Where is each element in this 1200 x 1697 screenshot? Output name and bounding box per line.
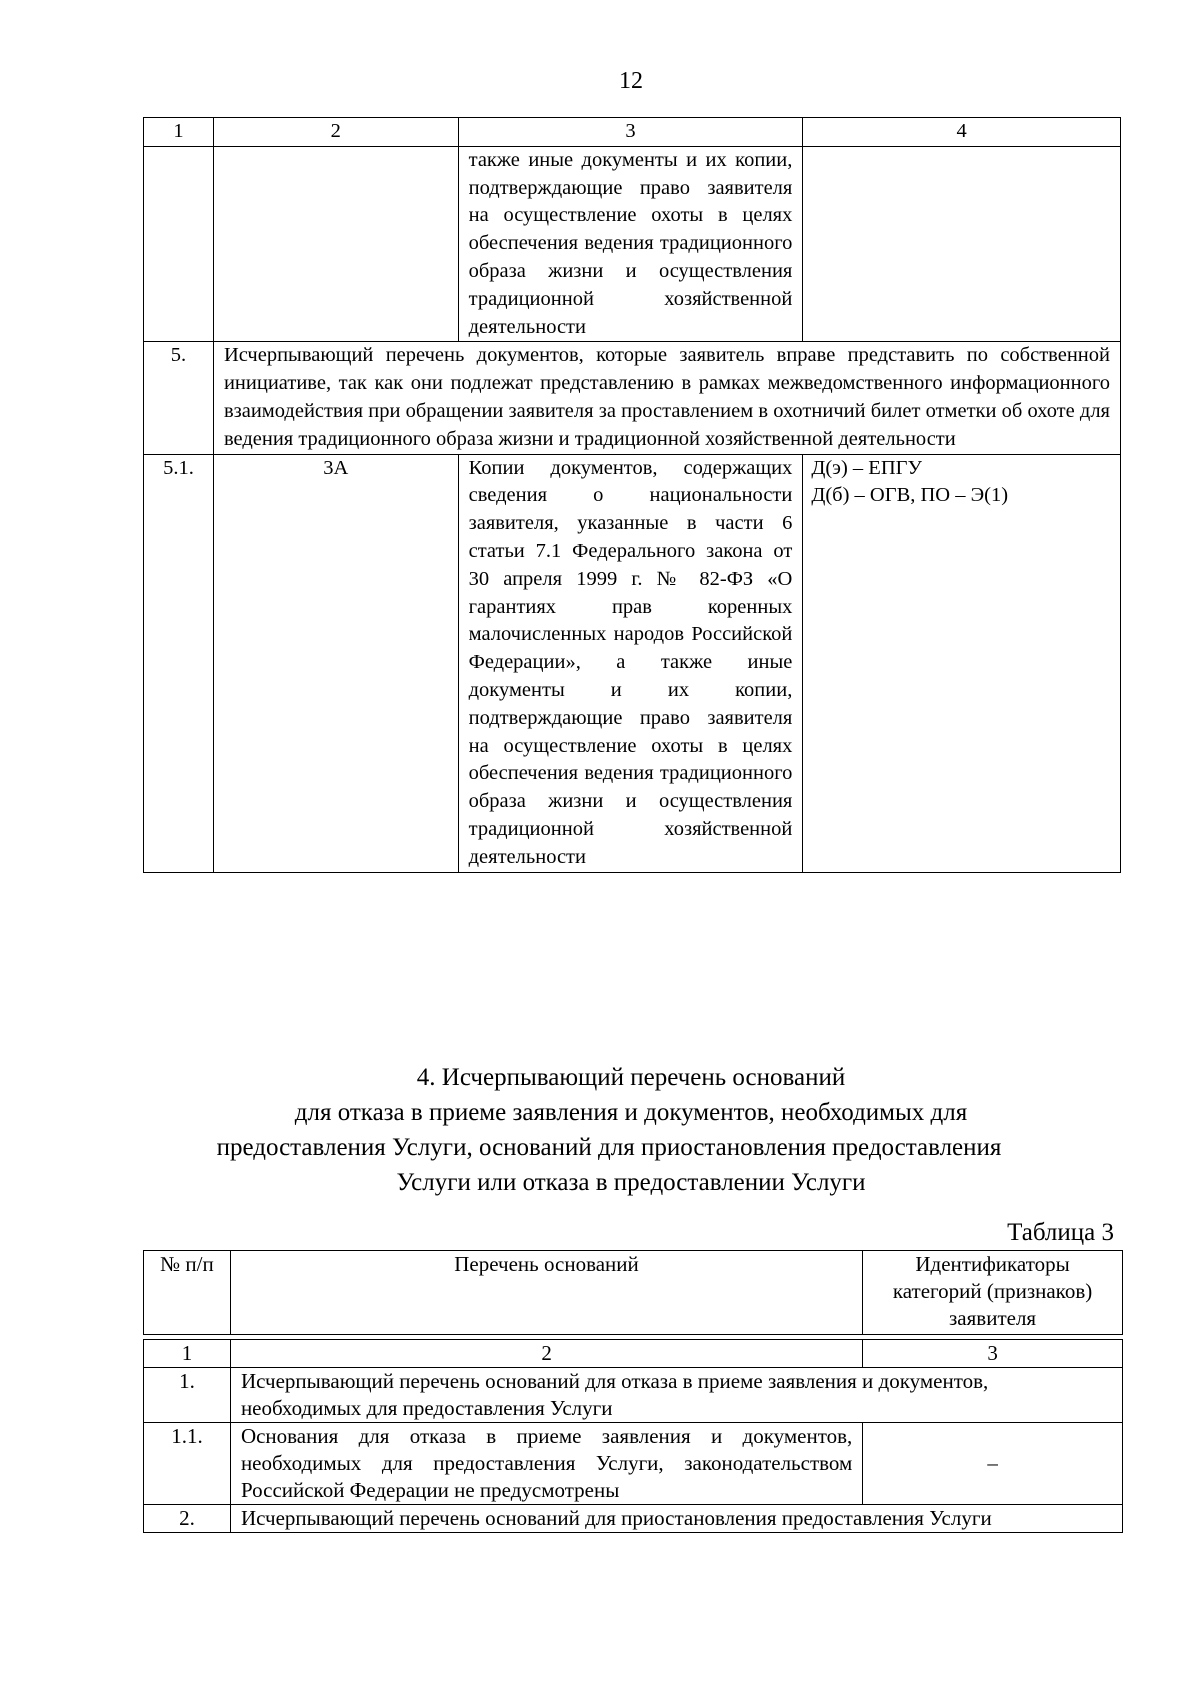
submission-method-cell bbox=[803, 454, 1121, 872]
table-numbering-row bbox=[144, 1340, 1123, 1368]
row-number-cell: 1. bbox=[144, 1368, 231, 1423]
table-section-row bbox=[144, 1505, 1123, 1533]
section-heading-line: для отказа в приеме заявления и документов, необходимых для bbox=[294, 1099, 968, 1126]
row-number-cell bbox=[144, 146, 214, 342]
table-row bbox=[144, 146, 1121, 342]
submission-method-line: Д(б) – ОГВ, ПО – Э(1) bbox=[811, 484, 1009, 507]
row-number-cell: 5.1. bbox=[144, 454, 214, 872]
table-header-row bbox=[144, 118, 1121, 147]
identifier-cell: – bbox=[863, 1423, 1123, 1505]
section-heading-line: Услуги или отказа в предоставлении Услуги bbox=[396, 1169, 866, 1196]
row-number-cell: 5. bbox=[144, 342, 214, 454]
document-description-cell: также иные документы и их копии, подтверждающие право заявителя на осуществление охоты в целях обеспечения ведения традиционного образа жизни и осуществления традиционной хозяйственной деятельности bbox=[458, 146, 803, 342]
grounds-table-header bbox=[143, 1250, 1123, 1335]
header-cell-number: № п/п bbox=[144, 1251, 231, 1335]
numbering-cell-1: 1 bbox=[144, 1340, 231, 1368]
document-description-cell: Копии документов, содержащих сведения о национальности заявителя, указанные в части 6 статьи 7.1 Федерального закона от 30 апреля 1999 г. № 82-ФЗ «О гарантиях прав коренных малочисленных народов Российской Федерации», а также иные документы и их копии, подтверждающие право заявителя на осуществление охоты в целях обеспечения ведения традиционного образа жизни и осуществления традиционной хозяйственной деятельности bbox=[458, 454, 803, 872]
submission-method-cell bbox=[803, 146, 1121, 342]
numbering-cell-2: 2 bbox=[230, 1340, 862, 1368]
submission-method-line: Д(э) – ЕПГУ bbox=[811, 456, 922, 479]
table-section-row bbox=[144, 1368, 1123, 1423]
header-cell-grounds: Перечень оснований bbox=[230, 1251, 862, 1335]
row-number-cell: 2. bbox=[144, 1505, 231, 1533]
section-heading-line: 4. Исчерпывающий перечень оснований bbox=[416, 1064, 846, 1091]
table-header-row bbox=[144, 1251, 1123, 1335]
grounds-text-cell: Основания для отказа в приеме заявления и документов, необходимых для предоставления Услуги, законодательством Российской Федерации не предусмотрены bbox=[230, 1423, 862, 1505]
page-number: 12 bbox=[619, 68, 643, 94]
applicant-category-cell bbox=[213, 146, 458, 342]
table-row bbox=[144, 1423, 1123, 1505]
section-heading-cell: Исчерпывающий перечень оснований для отказа в приеме заявления и документов, необходимых для предоставления Услуги bbox=[230, 1368, 1122, 1423]
header-cell-1: 1 bbox=[144, 118, 214, 147]
numbering-cell-3: 3 bbox=[863, 1340, 1123, 1368]
row-number-cell: 1.1. bbox=[144, 1423, 231, 1505]
table-section-row bbox=[144, 342, 1121, 454]
section-heading-cell: Исчерпывающий перечень документов, которые заявитель вправе представить по собственной инициативе, так как они подлежат представлению в рамках межведомственного информационного взаимодействия при обращении заявителя за проставлением в охотничий билет отметки об охоте для ведения традиционного образа жизни и традиционной хозяйственной деятельности bbox=[213, 342, 1120, 454]
section-heading-cell: Исчерпывающий перечень оснований для приостановления предоставления Услуги bbox=[230, 1505, 1122, 1533]
header-cell-identifiers: Идентификаторы категорий (признаков) заявителя bbox=[863, 1251, 1123, 1335]
applicant-category-cell: 3А bbox=[213, 454, 458, 872]
header-cell-4: 4 bbox=[803, 118, 1121, 147]
header-cell-2: 2 bbox=[213, 118, 458, 147]
header-cell-3: 3 bbox=[458, 118, 803, 147]
documents-table bbox=[143, 117, 1121, 873]
table-row bbox=[144, 454, 1121, 872]
grounds-table bbox=[143, 1339, 1123, 1533]
table-label: Таблица 3 bbox=[1007, 1219, 1114, 1246]
section-heading-line: предоставления Услуги, оснований для приостановления предоставления bbox=[216, 1134, 1002, 1161]
